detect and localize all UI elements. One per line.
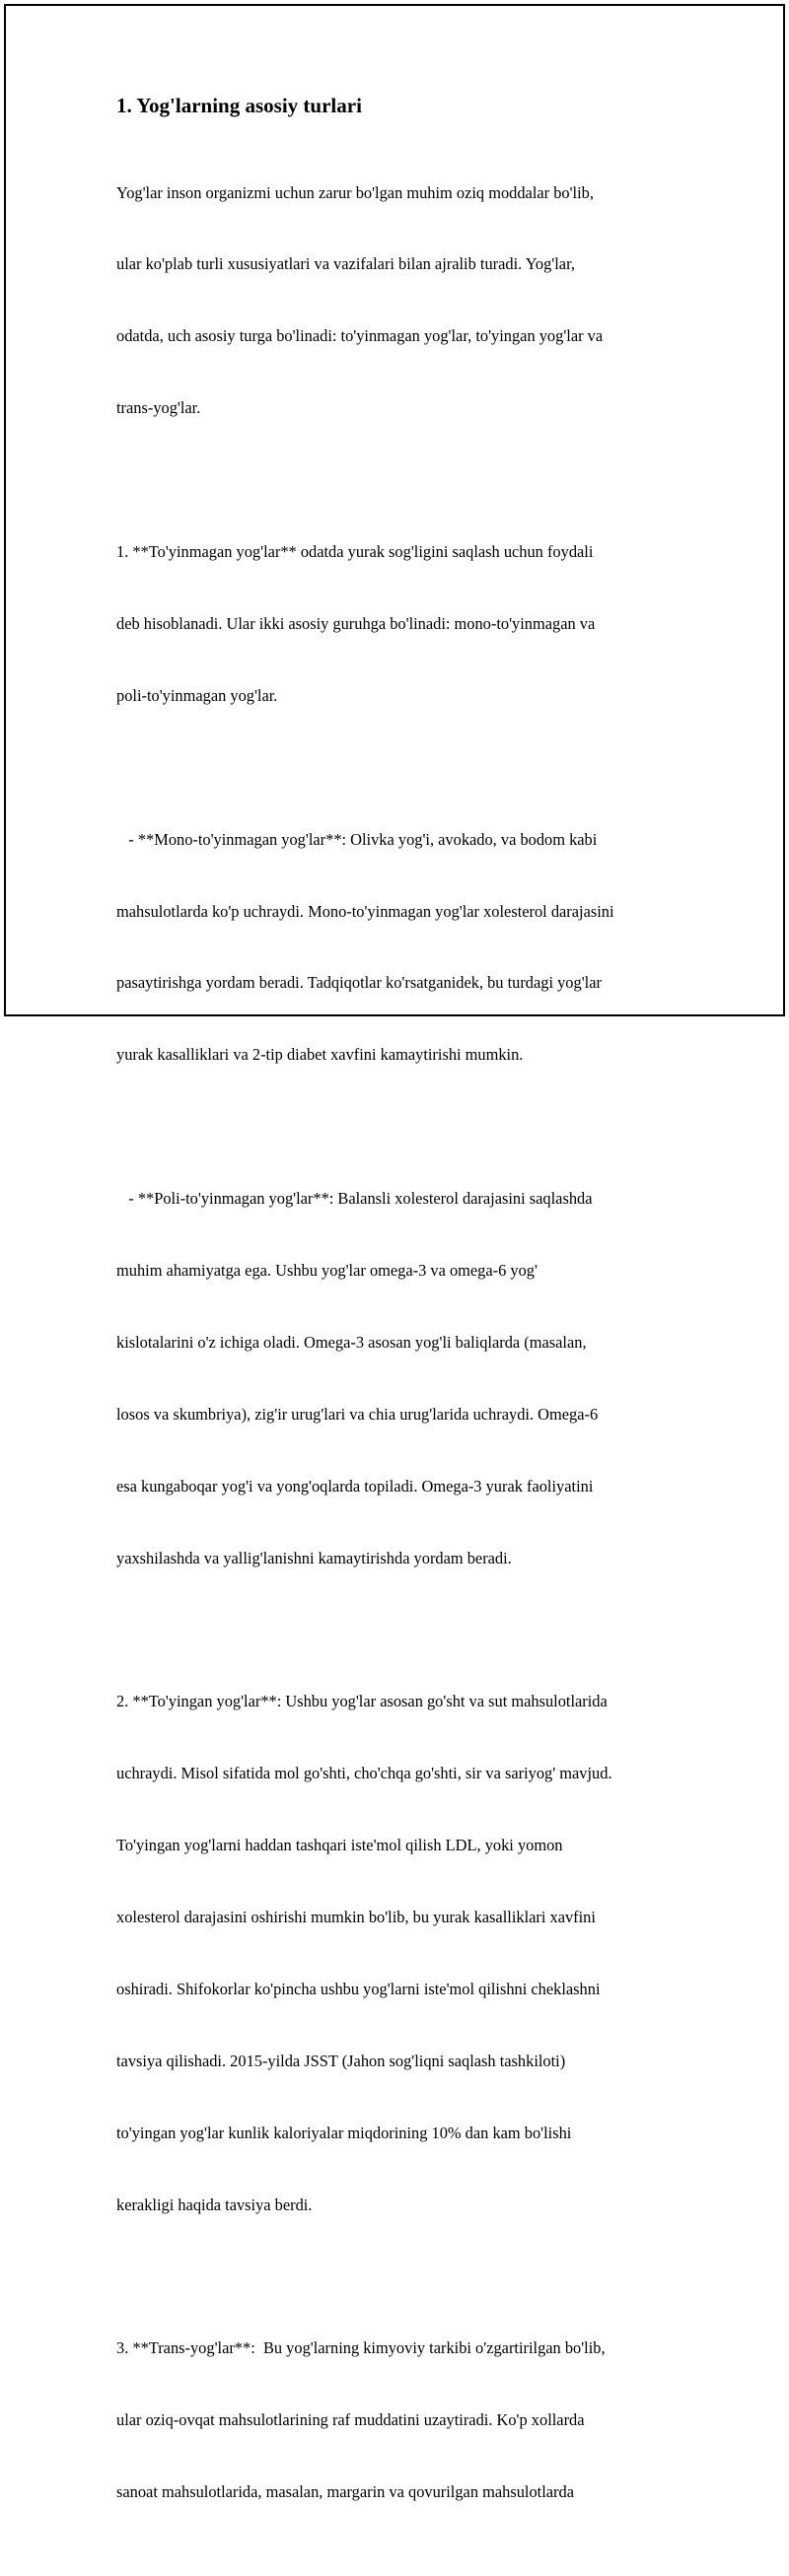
section-heading: 1. Yog'larning asosiy turlari xyxy=(116,94,362,117)
text-line: odatda, uch asosiy turga bo'linadi: to'yinmagan yog'lar, to'yingan yog'lar va xyxy=(116,326,604,346)
text-line: 3. **Trans-yog'lar**: Bu yog'larning kimyoviy tarkibi o'zgartirilgan bo'lib, xyxy=(116,2338,606,2358)
text-line: mahsulotlarda ko'p uchraydi. Mono-to'yinmagan yog'lar xolesterol darajasini xyxy=(116,901,614,921)
text-line: xolesterol darajasini oshirishi mumkin bo'lib, bu yurak kasalliklari xavfini xyxy=(116,1907,596,1926)
text-line: trans-yog'lar. xyxy=(116,398,201,418)
unsaturated-fats-paragraph xyxy=(116,492,688,755)
text-line: esa kungaboqar yog'i va yong'oqlarda topiladi. Omega-3 yurak faoliyatini xyxy=(116,1476,594,1496)
text-line: sanoat mahsulotlarida, masalan, margarin va qovurilgan mahsulotlarda xyxy=(116,2482,574,2502)
text-line: kerakligi haqida tavsiya berdi. xyxy=(116,2194,313,2214)
text-line: To'yingan yog'larni haddan tashqari iste'mol qilish LDL, yoki yomon xyxy=(116,1836,563,1855)
saturated-fats-paragraph xyxy=(116,1642,688,2265)
text-line: muhim ahamiyatga ega. Ushbu yog'lar omega-3 va omega-6 yog' xyxy=(116,1260,538,1280)
text-line: Yog'lar inson organizmi uchun zarur bo'lgan muhim oziq moddalar bo'lib, xyxy=(116,182,594,202)
text-line: ular oziq-ovqat mahsulotlarining raf muddatini uzaytiradi. Ko'p xollarda xyxy=(116,2410,585,2430)
text-line: 1. **To'yinmagan yog'lar** odatda yurak sog'ligini saqlash uchun foydali xyxy=(116,542,594,562)
mono-unsaturated-paragraph xyxy=(116,780,688,1115)
text-line: deb hisoblanadi. Ular ikki asosiy guruhga bo'linadi: mono-to'yinmagan va xyxy=(116,613,596,633)
text-line: - **Mono-to'yinmagan yog'lar**: Olivka yog'i, avokado, va bodom kabi xyxy=(116,829,598,849)
text-line: tavsiya qilishadi. 2015-yilda JSST (Jahon sog'liqni saqlash tashkiloti) xyxy=(116,2051,566,2070)
text-line: losos va skumbriya), zig'ir urug'lari va chia urug'larida uchraydi. Omega-6 xyxy=(116,1404,599,1424)
text-line: yurak kasalliklari va 2-tip diabet xavfini kamaytirishi mumkin. xyxy=(116,1045,524,1065)
document-body xyxy=(116,94,688,2576)
text-line: kislotalarini o'z ichiga oladi. Omega-3 asosan yog'li baliqlarda (masalan, xyxy=(116,1332,587,1352)
text-line: poli-to'yinmagan yog'lar. xyxy=(116,685,278,705)
text-line: pasaytirishga yordam beradi. Tadqiqotlar ko'rsatganidek, bu turdagi yog'lar xyxy=(116,973,602,993)
text-line: - **Poli-to'yinmagan yog'lar**: Balansli xolesterol darajasini saqlashda xyxy=(116,1189,593,1209)
text-line: yaxshilashda va yallig'lanishni kamaytirishda yordam beradi. xyxy=(116,1548,512,1567)
text-line: ular ko'plab turli xususiyatlari va vazifalari bilan ajralib turadi. Yog'lar, xyxy=(116,254,575,274)
text-line: to'yingan yog'lar kunlik kaloriyalar miqdorining 10% dan kam bo'lishi xyxy=(116,2123,572,2142)
intro-paragraph xyxy=(116,133,688,468)
text-line: uchraydi. Misol sifatida mol go'shti, cho'chqa go'shti, sir va sariyog' mavjud. xyxy=(116,1764,612,1783)
trans-fats-paragraph xyxy=(116,2289,688,2552)
poly-unsaturated-paragraph xyxy=(116,1139,688,1618)
text-line: oshiradi. Shifokorlar ko'pincha ushbu yog'larni iste'mol qilishni cheklashni xyxy=(116,1979,601,1998)
text-line: 2. **To'yingan yog'lar**: Ushbu yog'lar asosan go'sht va sut mahsulotlarida xyxy=(116,1692,608,1711)
